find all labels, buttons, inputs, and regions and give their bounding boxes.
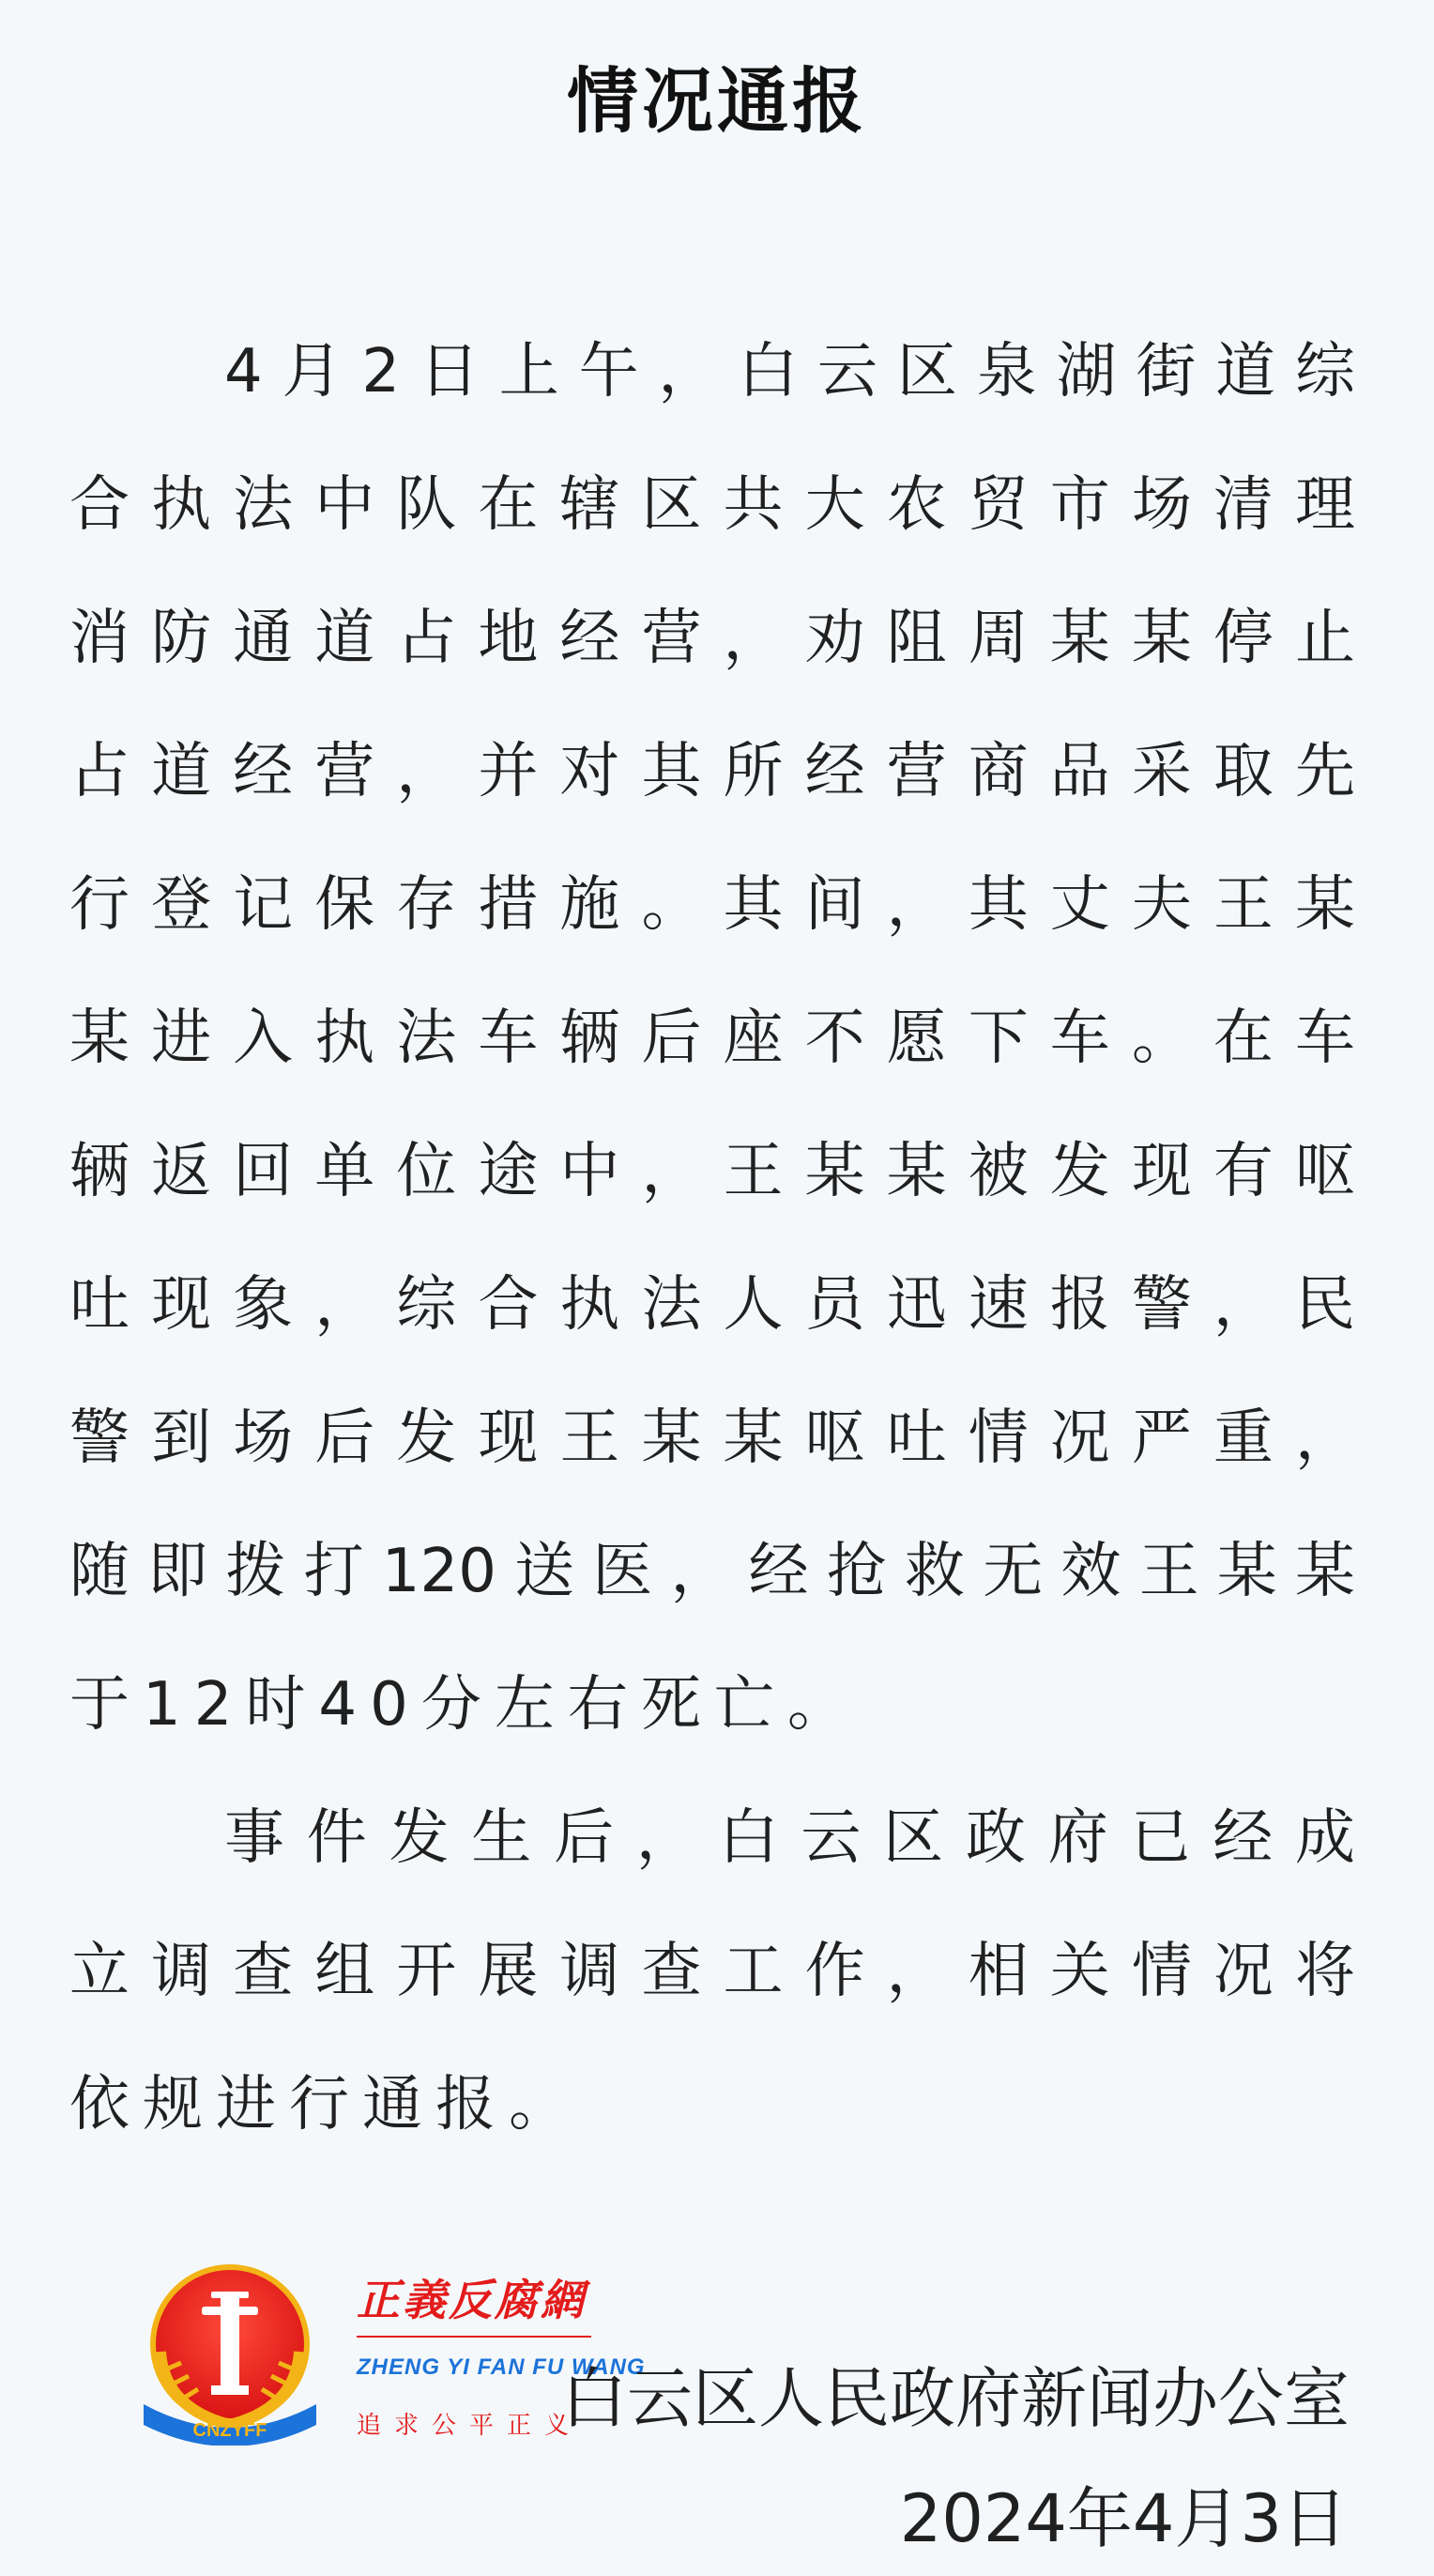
- paragraph-1-line: 辆返回单位途中，王某某被发现有呕: [69, 1137, 1355, 1206]
- paragraph-1-line: 消防通道占地经营，劝阻周某某停止: [69, 604, 1355, 673]
- paragraph-1-line: 占道经营，并对其所经营商品采取先: [69, 737, 1355, 806]
- paragraph-1-line: 行登记保存措施。其间，其丈夫王某: [69, 870, 1355, 940]
- paragraph-1-line: 某进入执法车辆后座不愿下车。在车: [69, 1004, 1355, 1073]
- paragraph-1-line: 吐现象，综合执法人员迅速报警，民: [69, 1270, 1355, 1340]
- paragraph-2-line: 依规进行通报。: [69, 2070, 582, 2139]
- issuer-signature: 白云区人民政府新闻办公室: [561, 2360, 1350, 2437]
- paragraph-1-line: 合执法中队在辖区共大农贸市场清理: [69, 470, 1355, 540]
- paragraph-1-line: 警到场后发现王某某呕吐情况严重，: [69, 1403, 1355, 1473]
- watermark-name-cn: 正義反腐網: [357, 2275, 587, 2325]
- paragraph-1-line: 4月2日上午，白云区泉湖街道综: [224, 337, 1355, 406]
- paragraph-1-line: 于12时40分左右死亡。: [69, 1670, 861, 1740]
- issue-date: 2024年4月3日: [899, 2480, 1348, 2557]
- notice-body: [69, 305, 1355, 2171]
- paragraph-1-line: 随即拨打120送医，经抢救无效王某某: [69, 1537, 1355, 1606]
- watermark-divider: [357, 2336, 591, 2338]
- logo-badge-text: CNZYFF: [192, 2420, 267, 2441]
- paragraph-2-line: 事件发生后，白云区政府已经成: [224, 1803, 1355, 1873]
- watermark-name-en: ZHENG YI FAN FU WANG: [357, 2354, 646, 2380]
- notice-title: 情况通报: [567, 59, 867, 143]
- logo-badge: [136, 2258, 324, 2446]
- paragraph-2-line: 立调查组开展调查工作，相关情况将: [69, 1937, 1355, 2006]
- watermark-slogan: 追求公平正义: [357, 2412, 583, 2440]
